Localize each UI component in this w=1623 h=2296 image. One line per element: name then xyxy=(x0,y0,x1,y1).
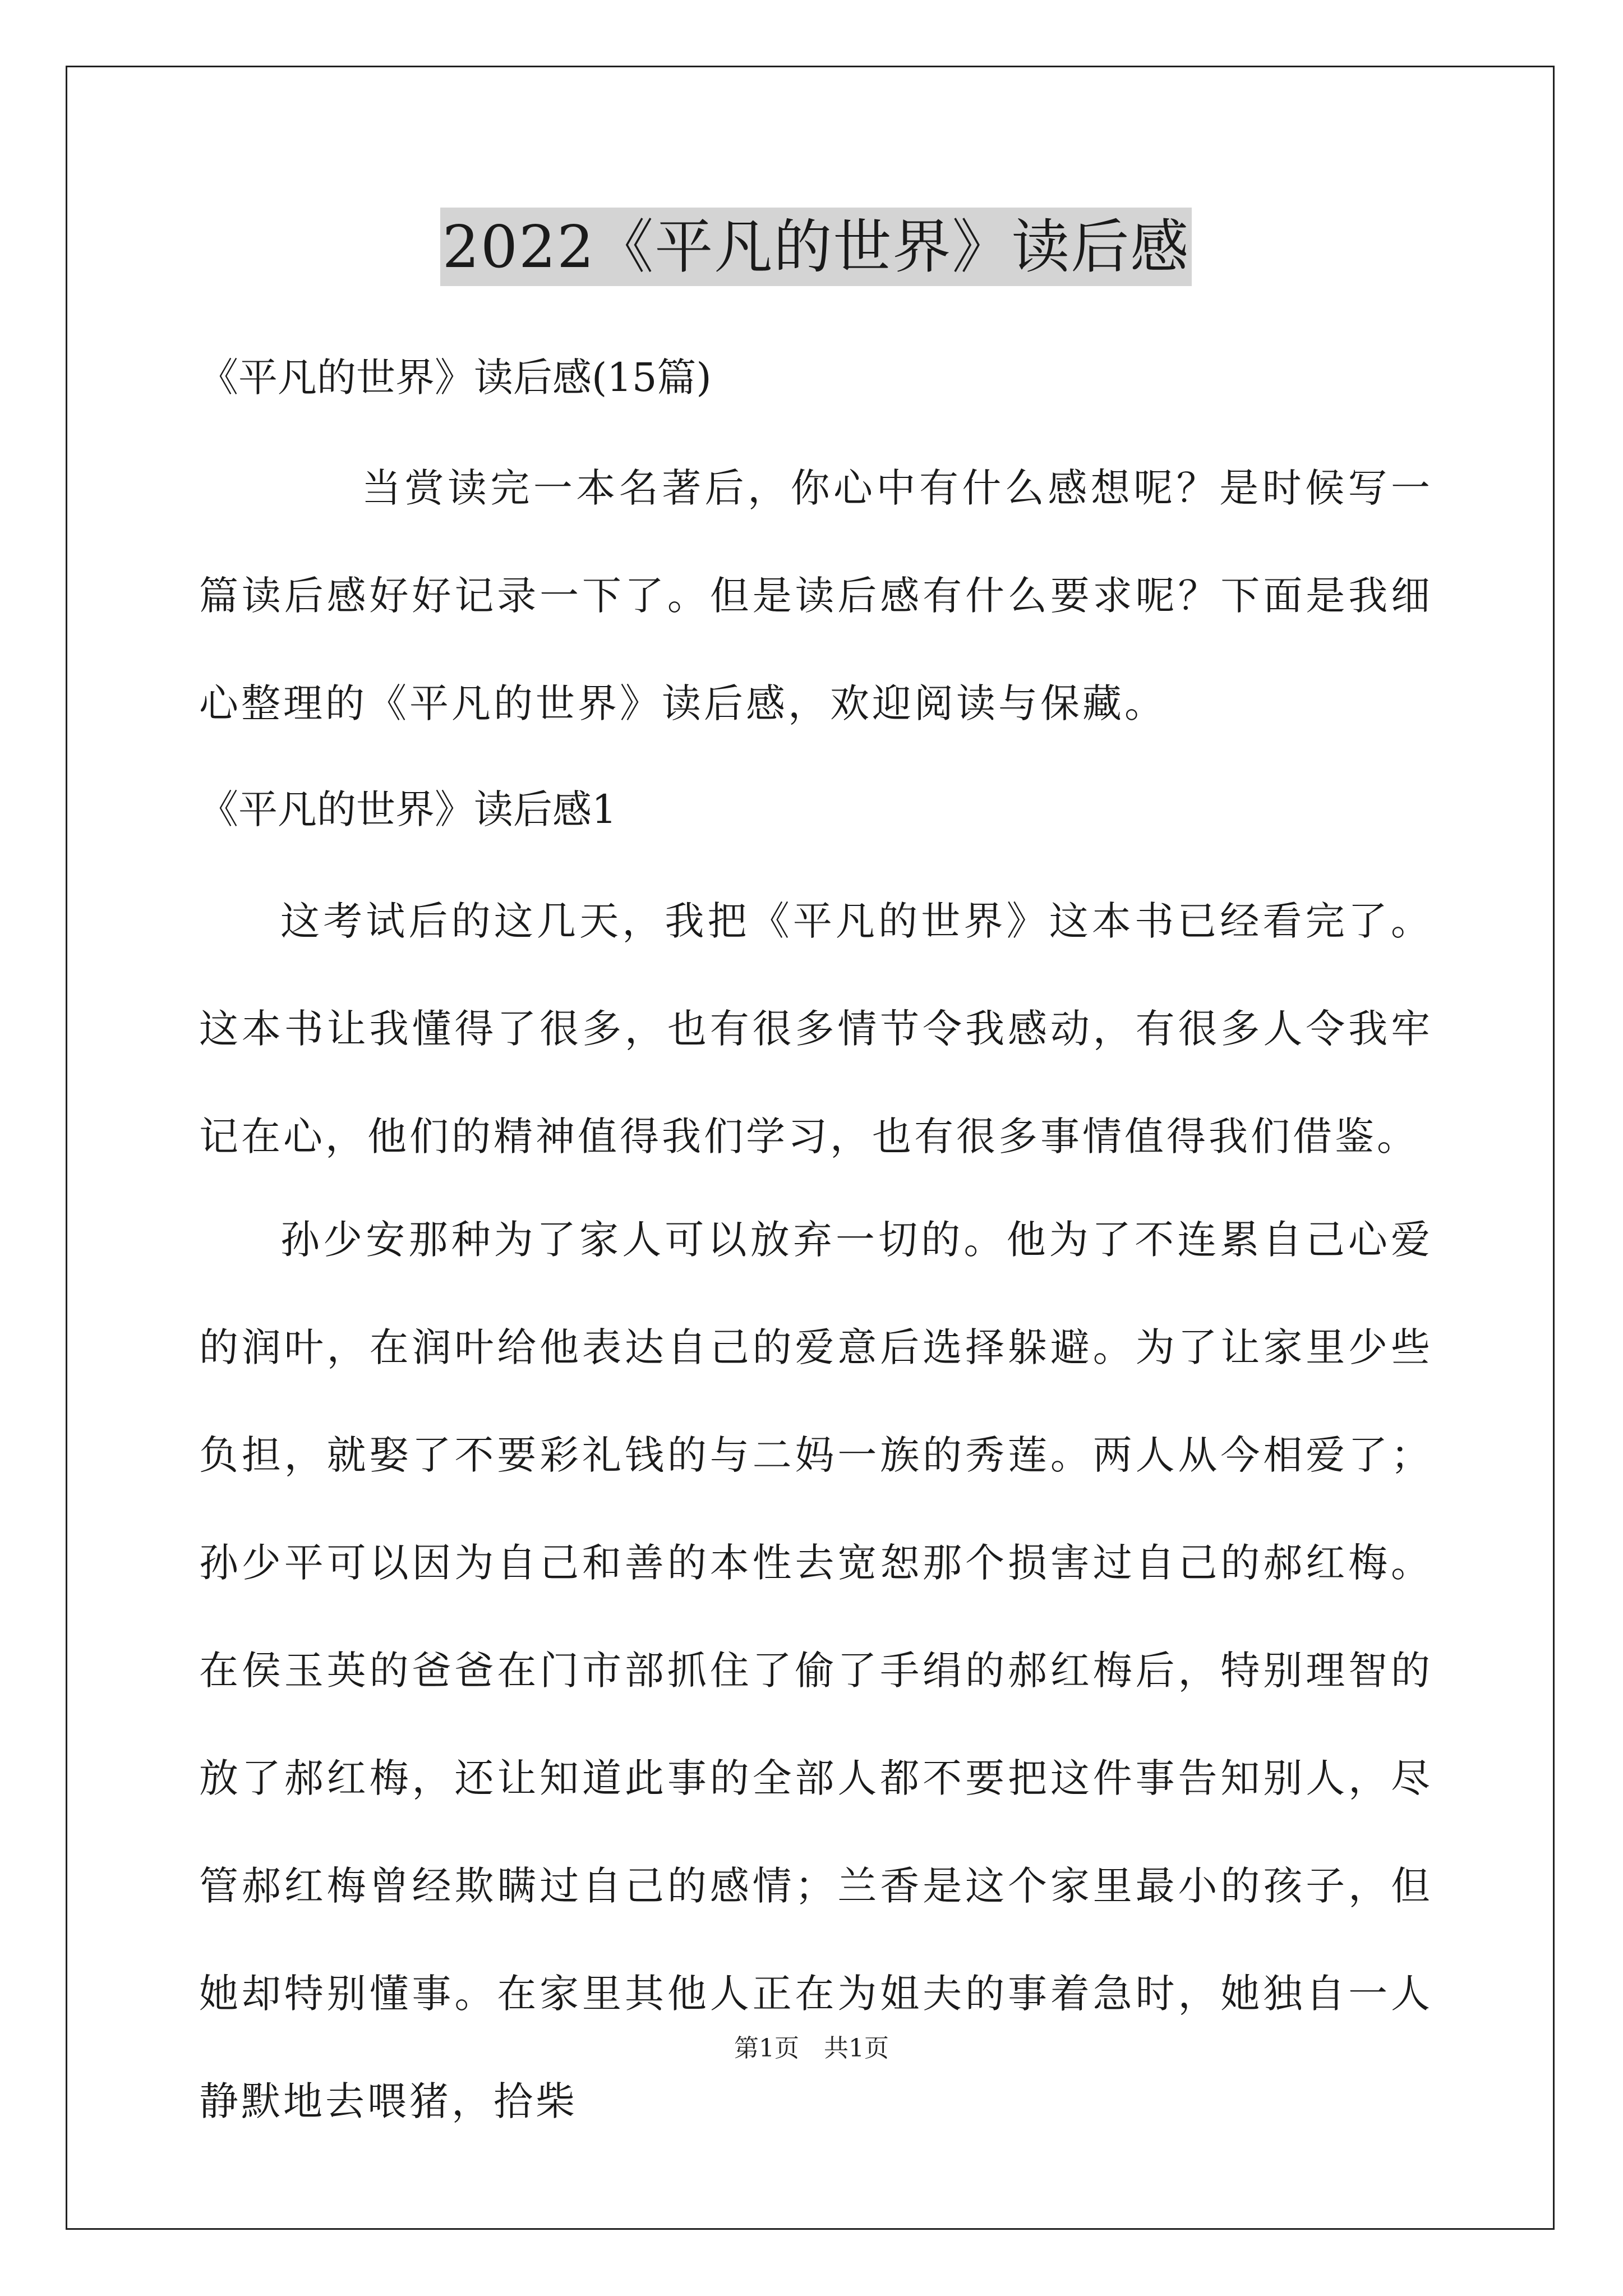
document-subtitle: 《平凡的世界》读后感(15篇) xyxy=(199,355,712,401)
body-paragraph: 这考试后的这几天，我把《平凡的世界》这本书已经看完了。这本书让我懂得了很多，也有很多情节令我感动，有很多人令我牢记在心，他们的精神值得我们学习，也有很多事情值得我们借鉴。 xyxy=(199,898,1433,1159)
section-heading: 《平凡的世界》读后感1 xyxy=(199,786,617,832)
intro-paragraph: 当赏读完一本名著后，你心中有什么感想呢？是时候写一篇读后感好好记录一下了。但是读后感有什么要求呢？下面是我细心整理的《平凡的世界》读后感，欢迎阅读与保藏。 xyxy=(199,465,1433,726)
page-footer: 第1页 共1页 xyxy=(734,2034,889,2063)
body-paragraph: 孙少安那种为了家人可以放弃一切的。他为了不连累自己心爱的润叶，在润叶给他表达自己的爱意后选择躲避。为了让家里少些负担，就娶了不要彩礼钱的与二妈一族的秀莲。两人从今相爱了；孙少平可以因为自己和善的本性去宽恕那个损害过自己的郝红梅。在侯玉英的爸爸在门市部抓住了偷了手绢的郝红梅后，特别理智的放了郝红梅，还让知道此事的全部人都不要把这件事告知别人，尽管郝红梅曾经欺瞒过自己的感情；兰香是这个家里最小的孩子，但她却特别懂事。在家里其他人正在为姐夫的事着急时，她独自一人静默地去喂猪，拾柴 xyxy=(199,1217,1433,2124)
document-title: 2022《平凡的世界》读后感 xyxy=(440,208,1192,286)
title-block xyxy=(199,208,1433,286)
